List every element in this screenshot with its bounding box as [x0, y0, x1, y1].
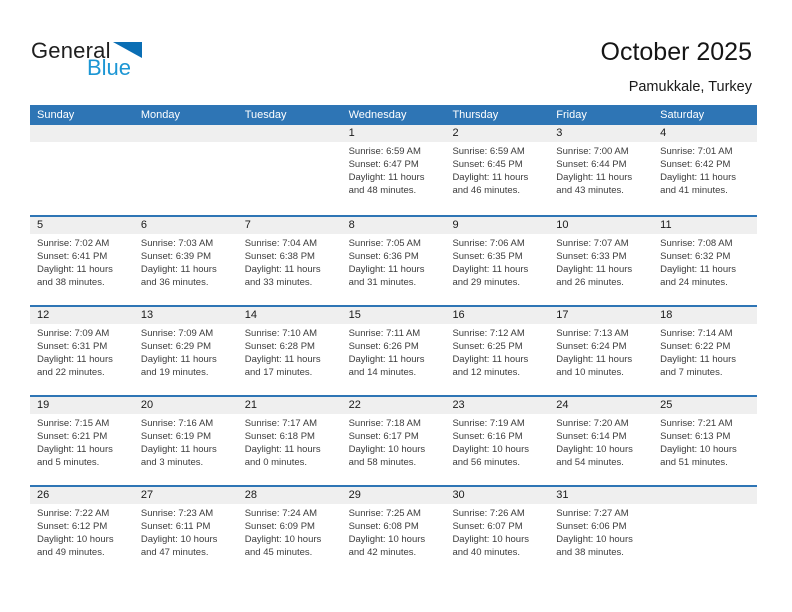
- day-number: 8: [342, 217, 446, 234]
- calendar-day-cell: [30, 217, 134, 305]
- weekday-header-friday: Friday: [556, 109, 587, 121]
- sunset-text: Sunset: 6:41 PM: [37, 251, 108, 262]
- sunset-text: Sunset: 6:32 PM: [660, 251, 731, 262]
- day-number: 17: [549, 307, 653, 324]
- weekday-header-thursday: Thursday: [452, 109, 499, 121]
- daylight-text: Daylight: 11 hours and 10 minutes.: [556, 354, 633, 378]
- sunrise-text: Sunrise: 7:24 AM: [244, 508, 318, 519]
- calendar-day-cell: [30, 307, 134, 395]
- day-number: 27: [134, 487, 238, 504]
- calendar-empty-cell: [238, 125, 342, 215]
- day-sun-info: [549, 504, 653, 575]
- sunrise-text: Sunrise: 7:08 AM: [660, 238, 733, 249]
- day-sun-info: [445, 414, 549, 485]
- sunrise-text: Sunrise: 7:06 AM: [452, 238, 525, 249]
- day-sun-info: [238, 414, 342, 485]
- day-number: 29: [342, 487, 446, 504]
- daylight-text: Daylight: 10 hours and 56 minutes.: [452, 444, 530, 468]
- sunrise-text: Sunrise: 7:15 AM: [37, 418, 110, 429]
- calendar-day-cell: [445, 217, 549, 305]
- day-number: 5: [30, 217, 134, 234]
- sunrise-text: Sunrise: 7:09 AM: [140, 328, 214, 339]
- daylight-text: Daylight: 10 hours and 45 minutes.: [244, 534, 322, 558]
- day-number: 3: [549, 125, 653, 142]
- day-sun-info: [342, 324, 446, 395]
- daylight-text: Daylight: 11 hours and 48 minutes.: [348, 172, 425, 196]
- daylight-text: Daylight: 11 hours and 3 minutes.: [140, 444, 217, 468]
- sunrise-text: Sunrise: 7:20 AM: [556, 418, 629, 429]
- day-sun-info: [134, 504, 238, 575]
- page-subtitle-location: Pamukkale, Turkey: [628, 79, 752, 95]
- daylight-text: Daylight: 11 hours and 0 minutes.: [244, 444, 321, 468]
- calendar-day-cell: [134, 307, 238, 395]
- sunset-text: Sunset: 6:09 PM: [244, 521, 315, 532]
- day-number: [653, 487, 757, 504]
- sunset-text: Sunset: 6:26 PM: [348, 341, 419, 352]
- sunrise-text: Sunrise: 7:09 AM: [37, 328, 110, 339]
- day-sun-info: [134, 324, 238, 395]
- day-number: 30: [445, 487, 549, 504]
- daylight-text: Daylight: 11 hours and 33 minutes.: [244, 264, 321, 288]
- sunset-text: Sunset: 6:06 PM: [556, 521, 627, 532]
- page-title: October 2025: [600, 38, 752, 66]
- sunrise-text: Sunrise: 7:19 AM: [452, 418, 525, 429]
- sunrise-text: Sunrise: 7:12 AM: [452, 328, 525, 339]
- sunrise-text: Sunrise: 7:27 AM: [556, 508, 629, 519]
- sunset-text: Sunset: 6:19 PM: [140, 431, 212, 442]
- sunset-text: Sunset: 6:28 PM: [244, 341, 315, 352]
- daylight-text: Daylight: 11 hours and 24 minutes.: [660, 264, 737, 288]
- sunset-text: Sunset: 6:29 PM: [140, 341, 212, 352]
- sunset-text: Sunset: 6:33 PM: [556, 251, 627, 262]
- day-number: 11: [653, 217, 757, 234]
- sunset-text: Sunset: 6:36 PM: [348, 251, 419, 262]
- calendar-day-cell: [653, 307, 757, 395]
- sunset-text: Sunset: 6:44 PM: [556, 159, 627, 170]
- day-sun-info: [445, 142, 549, 215]
- sunrise-text: Sunrise: 7:05 AM: [348, 238, 421, 249]
- sunrise-text: Sunrise: 7:03 AM: [140, 238, 214, 249]
- sunset-text: Sunset: 6:39 PM: [140, 251, 212, 262]
- daylight-text: Daylight: 11 hours and 14 minutes.: [348, 354, 425, 378]
- calendar-day-cell: [549, 397, 653, 485]
- sunset-text: Sunset: 6:38 PM: [244, 251, 315, 262]
- sunset-text: Sunset: 6:13 PM: [660, 431, 731, 442]
- calendar-day-cell: [238, 487, 342, 575]
- sunrise-text: Sunrise: 7:02 AM: [37, 238, 110, 249]
- sunset-text: Sunset: 6:42 PM: [660, 159, 731, 170]
- calendar-empty-cell: [30, 125, 134, 215]
- calendar-week-row: [30, 125, 757, 215]
- calendar-week-row: [30, 395, 757, 485]
- general-blue-logo: [31, 40, 161, 78]
- day-number: 24: [549, 397, 653, 414]
- sunset-text: Sunset: 6:24 PM: [556, 341, 627, 352]
- calendar-week-row: [30, 305, 757, 395]
- daylight-text: Daylight: 11 hours and 36 minutes.: [140, 264, 217, 288]
- sunset-text: Sunset: 6:08 PM: [348, 521, 419, 532]
- sunrise-text: Sunrise: 7:21 AM: [660, 418, 733, 429]
- day-sun-info: [30, 504, 134, 575]
- calendar-week-row: [30, 215, 757, 305]
- day-number: 25: [653, 397, 757, 414]
- day-sun-info: [342, 414, 446, 485]
- day-sun-info: [549, 414, 653, 485]
- sunrise-text: Sunrise: 7:25 AM: [348, 508, 421, 519]
- weekday-header-row: [30, 105, 757, 125]
- day-sun-info: [653, 234, 757, 305]
- day-number: 2: [445, 125, 549, 142]
- day-sun-info: [134, 234, 238, 305]
- calendar-day-cell: [30, 397, 134, 485]
- daylight-text: Daylight: 10 hours and 54 minutes.: [556, 444, 633, 468]
- sunset-text: Sunset: 6:45 PM: [452, 159, 523, 170]
- sunrise-text: Sunrise: 6:59 AM: [348, 146, 421, 157]
- daylight-text: Daylight: 10 hours and 58 minutes.: [348, 444, 426, 468]
- day-number: 6: [134, 217, 238, 234]
- day-number: 21: [238, 397, 342, 414]
- calendar-day-cell: [342, 307, 446, 395]
- daylight-text: Daylight: 10 hours and 38 minutes.: [556, 534, 633, 558]
- sunrise-text: Sunrise: 6:59 AM: [452, 146, 525, 157]
- sunrise-text: Sunrise: 7:07 AM: [556, 238, 629, 249]
- daylight-text: Daylight: 11 hours and 41 minutes.: [660, 172, 737, 196]
- calendar-day-cell: [238, 397, 342, 485]
- day-sun-info: [30, 142, 134, 215]
- calendar-table: [30, 105, 757, 575]
- day-number: 20: [134, 397, 238, 414]
- calendar-week-row: [30, 485, 757, 575]
- calendar-day-cell: [342, 397, 446, 485]
- daylight-text: Daylight: 11 hours and 17 minutes.: [244, 354, 321, 378]
- day-sun-info: [445, 234, 549, 305]
- sunset-text: Sunset: 6:47 PM: [348, 159, 419, 170]
- calendar-body: [30, 125, 757, 575]
- weekday-header-sunday: Sunday: [37, 109, 75, 121]
- day-number: [134, 125, 238, 142]
- sunrise-text: Sunrise: 7:01 AM: [660, 146, 733, 157]
- calendar-day-cell: [134, 487, 238, 575]
- sunset-text: Sunset: 6:12 PM: [37, 521, 108, 532]
- day-number: 19: [30, 397, 134, 414]
- sunrise-text: Sunrise: 7:10 AM: [244, 328, 318, 339]
- sunrise-text: Sunrise: 7:22 AM: [37, 508, 110, 519]
- calendar-day-cell: [549, 125, 653, 215]
- daylight-text: Daylight: 11 hours and 5 minutes.: [37, 444, 113, 468]
- weekday-header-saturday: Saturday: [660, 109, 705, 121]
- day-number: 10: [549, 217, 653, 234]
- day-number: 28: [238, 487, 342, 504]
- sunrise-text: Sunrise: 7:16 AM: [140, 418, 214, 429]
- daylight-text: Daylight: 11 hours and 38 minutes.: [37, 264, 113, 288]
- logo-text-general: General: [31, 38, 111, 63]
- day-sun-info: [30, 234, 134, 305]
- calendar-day-cell: [653, 217, 757, 305]
- sunset-text: Sunset: 6:22 PM: [660, 341, 731, 352]
- sunset-text: Sunset: 6:16 PM: [452, 431, 523, 442]
- sunset-text: Sunset: 6:14 PM: [556, 431, 627, 442]
- calendar-day-cell: [653, 125, 757, 215]
- day-sun-info: [653, 142, 757, 215]
- calendar-day-cell: [549, 217, 653, 305]
- daylight-text: Daylight: 10 hours and 51 minutes.: [660, 444, 737, 468]
- daylight-text: Daylight: 11 hours and 22 minutes.: [37, 354, 113, 378]
- sunrise-text: Sunrise: 7:17 AM: [244, 418, 318, 429]
- sunset-text: Sunset: 6:35 PM: [452, 251, 523, 262]
- calendar-day-cell: [445, 397, 549, 485]
- calendar-day-cell: [653, 397, 757, 485]
- day-number: [238, 125, 342, 142]
- sunrise-text: Sunrise: 7:23 AM: [140, 508, 214, 519]
- daylight-text: Daylight: 11 hours and 31 minutes.: [348, 264, 425, 288]
- day-sun-info: [238, 504, 342, 575]
- day-number: 22: [342, 397, 446, 414]
- sunset-text: Sunset: 6:31 PM: [37, 341, 108, 352]
- sunset-text: Sunset: 6:07 PM: [452, 521, 523, 532]
- sunset-text: Sunset: 6:21 PM: [37, 431, 108, 442]
- daylight-text: Daylight: 10 hours and 49 minutes.: [37, 534, 114, 558]
- sunrise-text: Sunrise: 7:00 AM: [556, 146, 629, 157]
- day-sun-info: [549, 324, 653, 395]
- daylight-text: Daylight: 11 hours and 43 minutes.: [556, 172, 633, 196]
- daylight-text: Daylight: 11 hours and 26 minutes.: [556, 264, 633, 288]
- day-number: 14: [238, 307, 342, 324]
- day-sun-info: [342, 234, 446, 305]
- calendar-empty-cell: [653, 487, 757, 575]
- calendar-day-cell: [445, 307, 549, 395]
- daylight-text: Daylight: 11 hours and 29 minutes.: [452, 264, 529, 288]
- calendar-day-cell: [445, 125, 549, 215]
- day-number: 1: [342, 125, 446, 142]
- daylight-text: Daylight: 11 hours and 7 minutes.: [660, 354, 737, 378]
- calendar-day-cell: [549, 307, 653, 395]
- calendar-day-cell: [134, 217, 238, 305]
- day-sun-info: [238, 234, 342, 305]
- weekday-header-wednesday: Wednesday: [348, 109, 407, 121]
- calendar-day-cell: [549, 487, 653, 575]
- daylight-text: Daylight: 10 hours and 40 minutes.: [452, 534, 530, 558]
- day-number: 26: [30, 487, 134, 504]
- day-sun-info: [549, 142, 653, 215]
- calendar-day-cell: [342, 487, 446, 575]
- day-number: 23: [445, 397, 549, 414]
- day-sun-info: [342, 504, 446, 575]
- day-number: 12: [30, 307, 134, 324]
- day-sun-info: [30, 414, 134, 485]
- day-sun-info: [134, 414, 238, 485]
- calendar-day-cell: [445, 487, 549, 575]
- day-sun-info: [30, 324, 134, 395]
- calendar-empty-cell: [134, 125, 238, 215]
- day-sun-info: [342, 142, 446, 215]
- daylight-text: Daylight: 10 hours and 47 minutes.: [140, 534, 218, 558]
- daylight-text: Daylight: 11 hours and 46 minutes.: [452, 172, 529, 196]
- sunrise-text: Sunrise: 7:13 AM: [556, 328, 629, 339]
- calendar-day-cell: [134, 397, 238, 485]
- day-number: 16: [445, 307, 549, 324]
- weekday-header-monday: Monday: [140, 109, 180, 121]
- weekday-header-tuesday: Tuesday: [244, 109, 287, 121]
- calendar-day-cell: [238, 217, 342, 305]
- sunset-text: Sunset: 6:25 PM: [452, 341, 523, 352]
- day-sun-info: [134, 142, 238, 215]
- calendar-day-cell: [238, 307, 342, 395]
- sunrise-text: Sunrise: 7:26 AM: [452, 508, 525, 519]
- sunset-text: Sunset: 6:11 PM: [140, 521, 211, 532]
- daylight-text: Daylight: 11 hours and 19 minutes.: [140, 354, 217, 378]
- logo-text-blue: Blue: [87, 55, 132, 80]
- day-number: 7: [238, 217, 342, 234]
- day-number: 9: [445, 217, 549, 234]
- calendar-day-cell: [342, 125, 446, 215]
- day-sun-info: [445, 324, 549, 395]
- sunrise-text: Sunrise: 7:04 AM: [244, 238, 318, 249]
- sunset-text: Sunset: 6:17 PM: [348, 431, 419, 442]
- day-sun-info: [445, 504, 549, 575]
- day-sun-info: [653, 504, 757, 575]
- daylight-text: Daylight: 10 hours and 42 minutes.: [348, 534, 426, 558]
- day-number: 15: [342, 307, 446, 324]
- day-number: 18: [653, 307, 757, 324]
- sunrise-text: Sunrise: 7:18 AM: [348, 418, 421, 429]
- day-sun-info: [238, 142, 342, 215]
- day-sun-info: [653, 324, 757, 395]
- sunrise-text: Sunrise: 7:14 AM: [660, 328, 733, 339]
- daylight-text: Daylight: 11 hours and 12 minutes.: [452, 354, 529, 378]
- calendar-day-cell: [342, 217, 446, 305]
- day-sun-info: [653, 414, 757, 485]
- day-number: 13: [134, 307, 238, 324]
- day-sun-info: [238, 324, 342, 395]
- day-number: [30, 125, 134, 142]
- day-number: 31: [549, 487, 653, 504]
- calendar-day-cell: [30, 487, 134, 575]
- day-number: 4: [653, 125, 757, 142]
- sunset-text: Sunset: 6:18 PM: [244, 431, 315, 442]
- day-sun-info: [549, 234, 653, 305]
- sunrise-text: Sunrise: 7:11 AM: [348, 328, 421, 339]
